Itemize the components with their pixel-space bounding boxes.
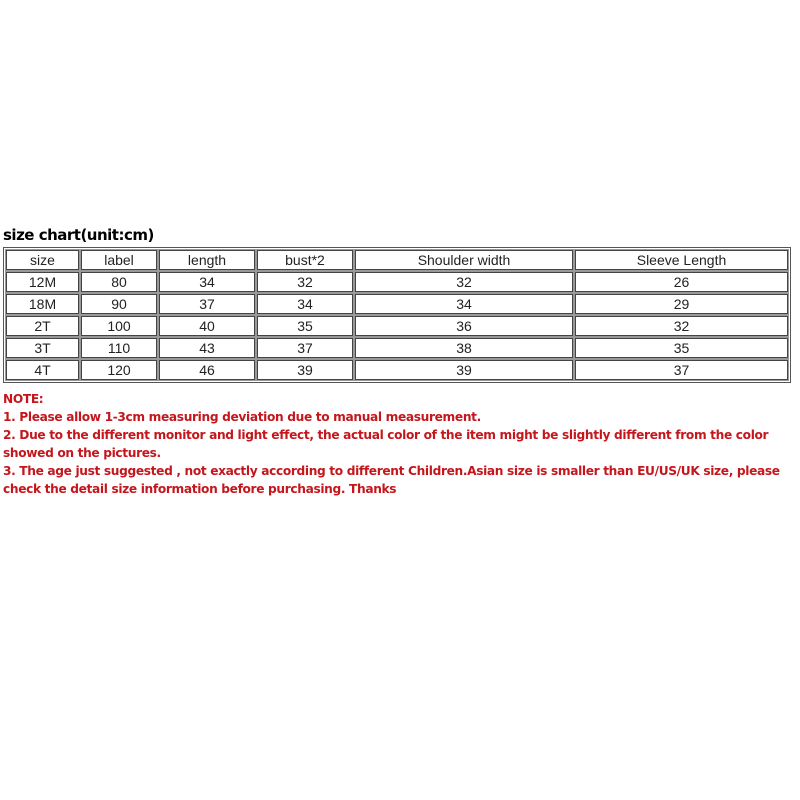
table-cell: 34 xyxy=(355,294,573,314)
table-cell: 40 xyxy=(159,316,255,336)
table-cell: 37 xyxy=(575,360,788,380)
table-cell: 29 xyxy=(575,294,788,314)
table-cell: 4T xyxy=(6,360,79,380)
table-cell: 32 xyxy=(257,272,353,292)
table-cell: 35 xyxy=(575,338,788,358)
table-cell: 37 xyxy=(257,338,353,358)
size-chart-table xyxy=(3,247,791,383)
header-cell: bust*2 xyxy=(257,250,353,270)
table-row xyxy=(6,294,788,314)
table-row xyxy=(6,272,788,292)
notes-heading: NOTE: xyxy=(3,392,44,406)
note-item: 3. The age just suggested , not exactly according to different Children.Asian size is smaller than EU/US/UK size, please check the detail size information before purchasing. Thanks xyxy=(3,464,780,496)
table-cell: 36 xyxy=(355,316,573,336)
table-row xyxy=(6,316,788,336)
note-item: 2. Due to the different monitor and light effect, the actual color of the item might be slightly different from the color showed on the pictures. xyxy=(3,428,769,460)
table-cell: 90 xyxy=(81,294,157,314)
header-cell: Shoulder width xyxy=(355,250,573,270)
table-cell: 120 xyxy=(81,360,157,380)
table-cell: 26 xyxy=(575,272,788,292)
table-cell: 32 xyxy=(355,272,573,292)
table-cell: 46 xyxy=(159,360,255,380)
table-row xyxy=(6,360,788,380)
header-cell: size xyxy=(6,250,79,270)
table-cell: 35 xyxy=(257,316,353,336)
table-cell: 34 xyxy=(257,294,353,314)
table-cell: 12M xyxy=(6,272,79,292)
table-cell: 80 xyxy=(81,272,157,292)
table-cell: 100 xyxy=(81,316,157,336)
header-cell: Sleeve Length xyxy=(575,250,788,270)
header-cell: length xyxy=(159,250,255,270)
chart-title: size chart(unit:cm) xyxy=(3,226,154,244)
table-cell: 110 xyxy=(81,338,157,358)
table-cell: 37 xyxy=(159,294,255,314)
notes-section xyxy=(3,390,798,498)
table-cell: 38 xyxy=(355,338,573,358)
table-cell: 3T xyxy=(6,338,79,358)
table-cell: 34 xyxy=(159,272,255,292)
note-item: 1. Please allow 1-3cm measuring deviation due to manual measurement. xyxy=(3,410,481,424)
table-cell: 32 xyxy=(575,316,788,336)
table-cell: 39 xyxy=(257,360,353,380)
table-cell: 18M xyxy=(6,294,79,314)
header-cell: label xyxy=(81,250,157,270)
table-row xyxy=(6,338,788,358)
table-header-row xyxy=(6,250,788,270)
table-cell: 2T xyxy=(6,316,79,336)
table-cell: 39 xyxy=(355,360,573,380)
table-cell: 43 xyxy=(159,338,255,358)
